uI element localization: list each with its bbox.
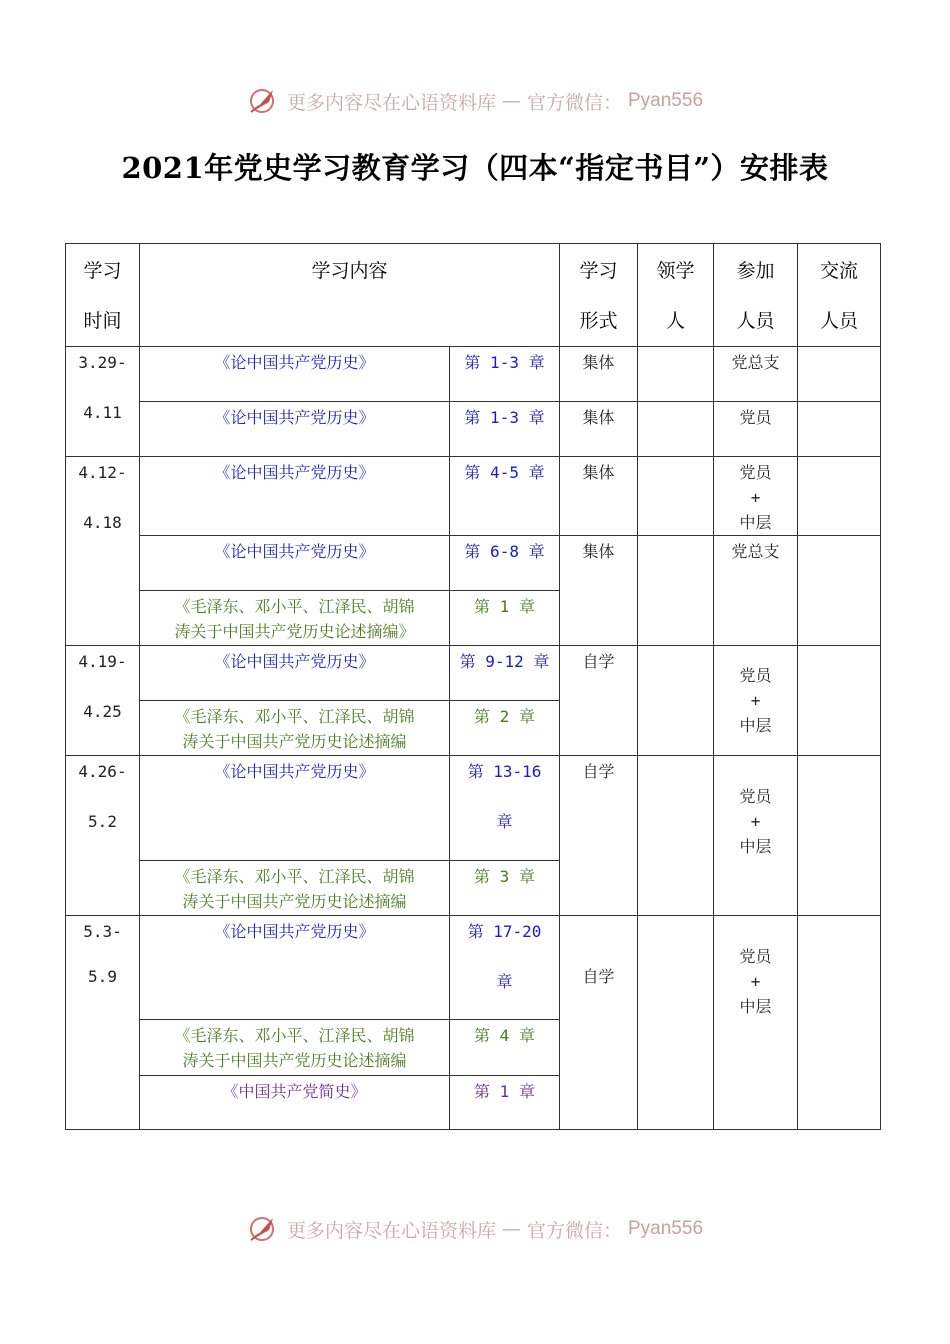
form-cell: 集体 [560, 536, 638, 646]
book-cell: 《毛泽东、邓小平、江泽民、胡锦 涛关于中国共产党历史论述摘编 [140, 861, 450, 916]
header-exchange: 交流 人员 [798, 244, 881, 347]
chapter-cell: 第 1-3 章 [450, 402, 560, 457]
book-cell: 《论中国共产党历史》 [140, 646, 450, 701]
exchange-cell [798, 756, 881, 916]
participants-cell: 党员 + 中层 [714, 916, 798, 1130]
exchange-cell [798, 457, 881, 536]
watermark-id: Pyan556 [628, 90, 704, 111]
chapter-cell: 第 4-5 章 [450, 457, 560, 536]
leader-cell [638, 646, 714, 756]
header-time: 学习 时间 [66, 244, 140, 347]
header-row [66, 244, 881, 347]
leader-cell [638, 916, 714, 1130]
book-cell: 《毛泽东、邓小平、江泽民、胡锦 涛关于中国共产党历史论述摘编 [140, 1020, 450, 1076]
leader-cell [638, 457, 714, 536]
form-cell: 集体 [560, 402, 638, 457]
watermark-label: 官方微信： [526, 1219, 622, 1242]
watermark-brand: 更多内容尽在心语资料库 [286, 1219, 496, 1242]
table-row [66, 347, 881, 402]
time-cell: 5.3- 5.9 [66, 916, 140, 1130]
chapter-cell: 第 1-3 章 [450, 347, 560, 402]
watermark-label: 官方微信： [526, 91, 622, 114]
document-title: 2021年党史学习教育学习（四本“指定书目”）安排表 [121, 151, 829, 185]
form-cell: 自学 [560, 756, 638, 916]
form-cell: 自学 [560, 646, 638, 756]
time-cell: 4.26- 5.2 [66, 756, 140, 916]
leader-cell [638, 536, 714, 646]
leader-cell [638, 402, 714, 457]
participants-cell: 党总支 [714, 347, 798, 402]
header-form: 学习 形式 [560, 244, 638, 347]
watermark-bottom [0, 1214, 950, 1244]
book-cell: 《论中国共产党历史》 [140, 457, 450, 536]
time-cell: 4.12- 4.18 [66, 457, 140, 646]
schedule-table [65, 243, 881, 1130]
watermark-separator: — [501, 1218, 521, 1240]
leader-cell [638, 756, 714, 916]
participants-cell: 党员 [714, 402, 798, 457]
exchange-cell [798, 536, 881, 646]
exchange-cell [798, 646, 881, 756]
participants-cell: 党员 + 中层 [714, 756, 798, 916]
form-cell: 集体 [560, 347, 638, 402]
header-leader: 领学 人 [638, 244, 714, 347]
time-cell: 3.29- 4.11 [66, 347, 140, 457]
book-cell: 《中国共产党简史》 [140, 1076, 450, 1130]
book-cell: 《论中国共产党历史》 [140, 536, 450, 591]
table-row [66, 646, 881, 701]
book-cell: 《论中国共产党历史》 [140, 756, 450, 861]
chapter-cell: 第 1 章 [450, 591, 560, 646]
chapter-cell: 第 3 章 [450, 861, 560, 916]
watermark-separator: — [501, 90, 521, 112]
exchange-cell [798, 916, 881, 1130]
book-cell: 《毛泽东、邓小平、江泽民、胡锦 涛关于中国共产党历史论述摘编》 [140, 591, 450, 646]
book-cell: 《论中国共产党历史》 [140, 402, 450, 457]
table-row [66, 457, 881, 536]
table-row [66, 402, 881, 457]
chapter-cell: 第 6-8 章 [450, 536, 560, 591]
feather-pen-logo-icon [247, 1214, 281, 1244]
book-cell: 《论中国共产党历史》 [140, 347, 450, 402]
participants-cell: 党总支 [714, 536, 798, 646]
form-cell: 集体 [560, 457, 638, 536]
feather-pen-logo-icon [247, 86, 281, 116]
leader-cell [638, 347, 714, 402]
watermark-top [0, 86, 950, 116]
book-cell: 《毛泽东、邓小平、江泽民、胡锦 涛关于中国共产党历史论述摘编 [140, 701, 450, 756]
exchange-cell [798, 402, 881, 457]
table-row [66, 916, 881, 1020]
table-row [66, 756, 881, 861]
form-cell: 自学 [560, 916, 638, 1130]
header-participants: 参加 人员 [714, 244, 798, 347]
watermark-brand: 更多内容尽在心语资料库 [286, 91, 496, 114]
watermark-id: Pyan556 [628, 1218, 704, 1239]
book-cell: 《论中国共产党历史》 [140, 916, 450, 1020]
chapter-cell: 第 9-12 章 [450, 646, 560, 701]
chapter-cell: 第 13-16 章 [450, 756, 560, 861]
header-content: 学习内容 [140, 244, 560, 347]
chapter-cell: 第 17-20 章 [450, 916, 560, 1020]
chapter-cell: 第 1 章 [450, 1076, 560, 1130]
participants-cell: 党员 + 中层 [714, 646, 798, 756]
exchange-cell [798, 347, 881, 402]
time-cell: 4.19- 4.25 [66, 646, 140, 756]
chapter-cell: 第 4 章 [450, 1020, 560, 1076]
chapter-cell: 第 2 章 [450, 701, 560, 756]
participants-cell: 党员 + 中层 [714, 457, 798, 536]
table-row [66, 536, 881, 591]
